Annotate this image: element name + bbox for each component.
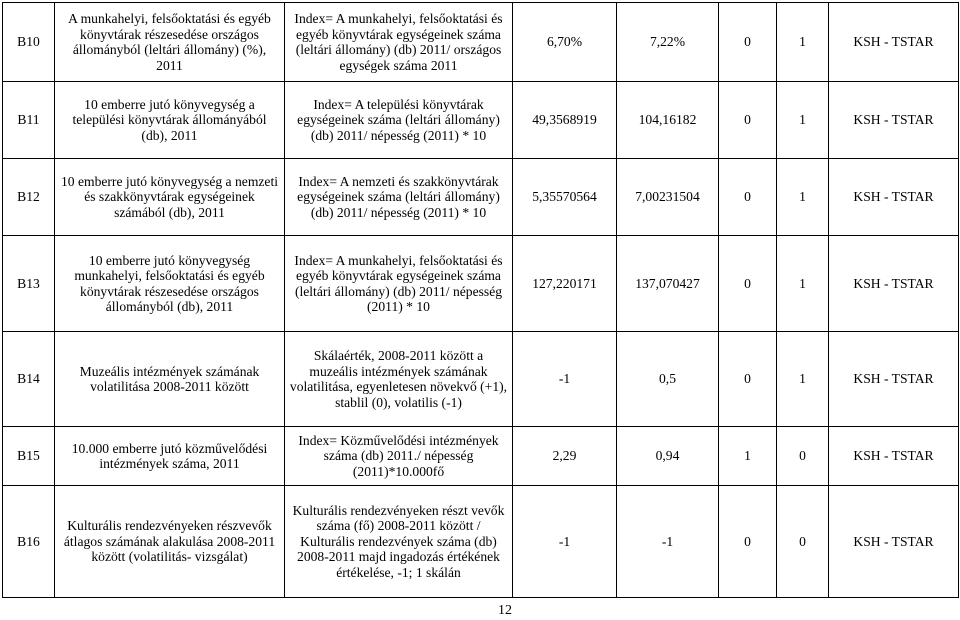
value-4: 0	[777, 427, 829, 486]
value-4: 1	[777, 159, 829, 236]
value-3: 0	[719, 332, 777, 427]
value-3: 0	[719, 3, 777, 82]
data-source: KSH - TSTAR	[829, 3, 959, 82]
data-source: KSH - TSTAR	[829, 332, 959, 427]
value-3: 0	[719, 159, 777, 236]
indicator-formula: Skálaérték, 2008-2011 között a muzeális intézmények számának volatilitása, egyenletesen növekvő (+1), stablil (0), volatilis (-1)	[285, 332, 513, 427]
value-1: 6,70%	[513, 3, 617, 82]
value-1: -1	[513, 332, 617, 427]
data-source: KSH - TSTAR	[829, 82, 959, 159]
value-2: 137,070427	[617, 236, 719, 332]
indicator-code: B10	[3, 3, 55, 82]
data-source: KSH - TSTAR	[829, 236, 959, 332]
indicator-code: B15	[3, 427, 55, 486]
table-row	[3, 159, 959, 236]
indicator-formula: Index= A nemzeti és szakkönyvtárak egységeinek száma (leltári állomány) (db) 2011/ népesség (2011) * 10	[285, 159, 513, 236]
indicator-code: B11	[3, 82, 55, 159]
value-1: 2,29	[513, 427, 617, 486]
indicator-name: 10 emberre jutó könyvegység a települési könyvtárak állományából (db), 2011	[55, 82, 285, 159]
value-1: 5,35570564	[513, 159, 617, 236]
table-row	[3, 236, 959, 332]
value-4: 1	[777, 3, 829, 82]
indicator-code: B16	[3, 486, 55, 598]
table-row	[3, 82, 959, 159]
value-2: 0,94	[617, 427, 719, 486]
indicator-formula: Kulturális rendezvényeken részt vevők száma (fő) 2008-2011 között / Kulturális rendezvények száma (db) 2008-2011 majd ingadozás értékének értékelése, -1; 1 skálán	[285, 486, 513, 598]
value-2: 7,22%	[617, 3, 719, 82]
indicator-code: B14	[3, 332, 55, 427]
indicator-formula: Index= A települési könyvtárak egységeinek száma (leltári állomány) (db) 2011/ népesség (2011) * 10	[285, 82, 513, 159]
indicator-formula: Index= A munkahelyi, felsőoktatási és egyéb könyvtárak egységeinek száma (leltári állomány) (db) 2011/ országos egységek száma 2011	[285, 3, 513, 82]
value-3: 0	[719, 486, 777, 598]
value-2: -1	[617, 486, 719, 598]
table-row	[3, 3, 959, 82]
indicator-formula: Index= A munkahelyi, felsőoktatási és egyéb könyvtárak egységeinek száma (leltári állomány) (db) 2011/ népesség (2011) * 10	[285, 236, 513, 332]
value-3: 1	[719, 427, 777, 486]
table-row	[3, 486, 959, 598]
indicator-code: B12	[3, 159, 55, 236]
page-number: 12	[498, 603, 512, 618]
indicator-name: 10 emberre jutó könyvegység munkahelyi, felsőoktatási és egyéb könyvtárak részesedése országos állományból (db), 2011	[55, 236, 285, 332]
value-2: 0,5	[617, 332, 719, 427]
indicator-table	[2, 2, 959, 598]
table-row	[3, 427, 959, 486]
value-4: 1	[777, 236, 829, 332]
data-source: KSH - TSTAR	[829, 159, 959, 236]
table-row	[3, 332, 959, 427]
indicator-name: Muzeális intézmények számának volatilitása 2008-2011 között	[55, 332, 285, 427]
table-body	[3, 3, 959, 598]
value-1: 127,220171	[513, 236, 617, 332]
value-1: 49,3568919	[513, 82, 617, 159]
value-4: 1	[777, 332, 829, 427]
value-1: -1	[513, 486, 617, 598]
indicator-name: 10 emberre jutó könyvegység a nemzeti és szakkönyvtárak egységeinek számából (db), 2011	[55, 159, 285, 236]
value-2: 7,00231504	[617, 159, 719, 236]
value-2: 104,16182	[617, 82, 719, 159]
indicator-name: 10.000 emberre jutó közművelődési intézmények száma, 2011	[55, 427, 285, 486]
value-3: 0	[719, 82, 777, 159]
value-4: 1	[777, 82, 829, 159]
indicator-formula: Index= Közművelődési intézmények száma (db) 2011./ népesség (2011)*10.000fő	[285, 427, 513, 486]
indicator-name: A munkahelyi, felsőoktatási és egyéb könyvtárak részesedése országos állományból (leltári állomány) (%), 2011	[55, 3, 285, 82]
value-4: 0	[777, 486, 829, 598]
data-source: KSH - TSTAR	[829, 486, 959, 598]
indicator-code: B13	[3, 236, 55, 332]
data-source: KSH - TSTAR	[829, 427, 959, 486]
value-3: 0	[719, 236, 777, 332]
indicator-name: Kulturális rendezvényeken részvevők átlagos számának alakulása 2008-2011 között (volatilitás- vizsgálat)	[55, 486, 285, 598]
